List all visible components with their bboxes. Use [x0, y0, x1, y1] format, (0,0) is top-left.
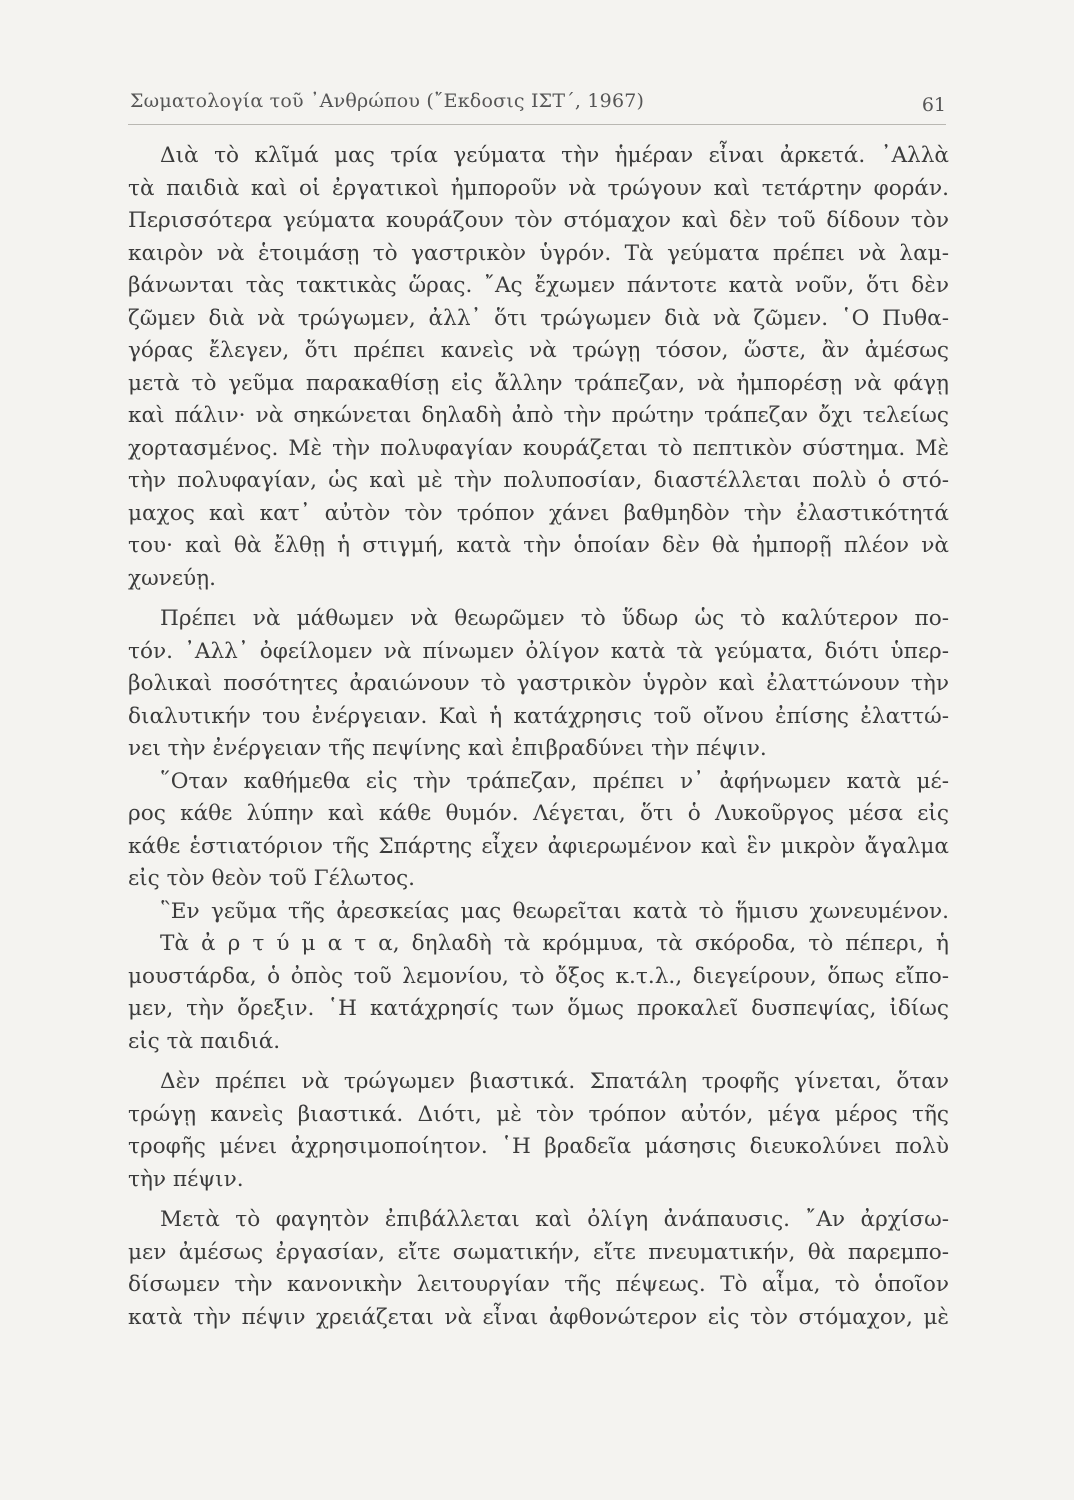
- text-line: Μετὰ τὸ φαγητὸν ἐπιβάλλεται καὶ ὀλίγη ἀνάπαυσις. ῎Αν ἀρχίσω-: [160, 1207, 949, 1232]
- text-line: μαχος καὶ κατ᾽ αὐτὸν τὸν τρόπον χάνει βαθμηδὸν τὴν ἐλαστικότητά: [128, 500, 949, 526]
- text-line: ζῶμεν διὰ νὰ τρώγωμεν, ἀλλ᾽ ὅτι τρώγωμεν διὰ νὰ ζῶμεν. ῾Ο Πυθα-: [128, 305, 949, 331]
- text-line: Διὰ τὸ κλῖμά μας τρία γεύματα τὴν ἡμέραν εἶναι ἀρκετά. ᾽Αλλὰ: [160, 143, 949, 168]
- text-line: τὰ παιδιὰ καὶ οἱ ἐργατικοὶ ἠμποροῦν νὰ τρώγουν καὶ τετάρτην φοράν.: [128, 175, 949, 201]
- running-header-title: Σωματολογία τοῦ ᾿Ανθρώπου (῎Εκδοσις ΙΣΤ΄, 1967): [130, 90, 645, 112]
- text-line: Δὲν πρέπει νὰ τρώγωμεν βιαστικά. Σπατάλη τροφῆς γίνεται, ὅταν: [160, 1069, 949, 1094]
- text-line: μετὰ τὸ γεῦμα παρακαθίσῃ εἰς ἄλλην τράπεζαν, νὰ ἠμπορέσῃ νὰ φάγῃ: [128, 370, 949, 396]
- text-line: εἰς τὸν θεὸν τοῦ Γέλωτος.: [128, 866, 416, 891]
- text-line: καὶ πάλιν· νὰ σηκώνεται δηλαδὴ ἀπὸ τὴν πρώτην τράπεζαν ὄχι τελείως: [128, 403, 949, 428]
- page-number: 61: [921, 94, 946, 116]
- text-line: κάθε ἑστιατόριον τῆς Σπάρτης εἶχεν ἀφιερωμένον καὶ ἓν μικρὸν ἄγαλμα: [128, 833, 949, 859]
- text-line: του· καὶ θὰ ἔλθῃ ἡ στιγμή, κατὰ τὴν ὁποίαν δὲν θὰ ἠμπορῇ πλέον νὰ: [128, 533, 949, 558]
- text-line: ρος κάθε λύπην καὶ κάθε θυμόν. Λέγεται, ὅτι ὁ Λυκοῦργος μέσα εἰς: [128, 801, 949, 826]
- text-line: τόν. ᾽Αλλ᾽ ὀφείλομεν νὰ πίνωμεν ὀλίγον κατὰ τὰ γεύματα, διότι ὑπερ-: [128, 638, 949, 664]
- text-line: κατὰ τὴν πέψιν χρειάζεται νὰ εἶναι ἀφθονώτερον εἰς τὸν στόμαχον, μὲ: [128, 1304, 949, 1330]
- text-line: εἰς τὰ παιδιά.: [128, 1028, 281, 1054]
- text-line: μεν, τὴν ὄρεξιν. ῾Η κατάχρησίς των ὅμως προκαλεῖ δυσπεψίας, ἰδίως: [128, 996, 949, 1021]
- text-line: ῝Εν γεῦμα τῆς ἀρεσκείας μας θεωρεῖται κατὰ τὸ ἥμισυ χωνευμένον.: [160, 898, 949, 924]
- text-line: Πρέπει νὰ μάθωμεν νὰ θεωρῶμεν τὸ ὕδωρ ὡς τὸ καλύτερον πο-: [160, 606, 949, 631]
- text-line: καιρὸν νὰ ἑτοιμάσῃ τὸ γαστρικὸν ὑγρόν. Τὰ γεύματα πρέπει νὰ λαμ-: [128, 240, 949, 266]
- body-text: [128, 140, 949, 1334]
- text-line: ῞Οταν καθήμεθα εἰς τὴν τράπεζαν, πρέπει ν᾽ ἀφήνωμεν κατὰ μέ-: [160, 768, 949, 794]
- text-line: δίσωμεν τὴν κανονικὴν λειτουργίαν τῆς πέψεως. Τὸ αἷμα, τὸ ὁποῖον: [128, 1272, 949, 1297]
- text-line: διαλυτικήν του ἐνέργειαν. Καὶ ἡ κατάχρησις τοῦ οἴνου ἐπίσης ἐλαττώ-: [128, 703, 949, 729]
- text-line: μουστάρδα, ὁ ὀπὸς τοῦ λεμονίου, τὸ ὄξος κ.τ.λ., διεγείρουν, ὅπως εἴπο-: [128, 963, 949, 989]
- text-line: τρώγῃ κανεὶς βιαστικά. Διότι, μὲ τὸν τρόπον αὐτόν, μέγα μέρος τῆς: [128, 1101, 949, 1127]
- text-line: μεν ἀμέσως ἐργασίαν, εἴτε σωματικήν, εἴτε πνευματικήν, θὰ παρεμπο-: [128, 1239, 949, 1265]
- text-line: γόρας ἔλεγεν, ὅτι πρέπει κανεὶς νὰ τρώγῃ τόσον, ὥστε, ἂν ἀμέσως: [128, 338, 949, 363]
- text-line: τὴν πέψιν.: [128, 1166, 244, 1192]
- text-line: βολικαὶ ποσότητες ἀραιώνουν τὸ γαστρικὸν ὑγρὸν καὶ ἐλαττώνουν τὴν: [128, 671, 949, 696]
- text-line: βάνωνται τὰς τακτικὰς ὥρας. ῎Ας ἔχωμεν πάντοτε κατὰ νοῦν, ὅτι δὲν: [128, 273, 949, 298]
- text-line: χορτασμένος. Μὲ τὴν πολυφαγίαν κουράζεται τὸ πεπτικὸν σύστημα. Μὲ: [128, 435, 949, 461]
- running-header: [128, 84, 946, 125]
- text-line: τὴν πολυφαγίαν, ὡς καὶ μὲ τὴν πολυποσίαν, διαστέλλεται πολὺ ὁ στό-: [128, 468, 949, 493]
- text-line: τροφῆς μένει ἀχρησιμοποίητον. ῾Η βραδεῖα μάσησις διευκολύνει πολὺ: [128, 1134, 949, 1159]
- text-line: χωνεύῃ.: [128, 565, 216, 591]
- text-line: νει τὴν ἐνέργειαν τῆς πεψίνης καὶ ἐπιβραδύνει τὴν πέψιν.: [128, 736, 767, 761]
- text-line: Περισσότερα γεύματα κουράζουν τὸν στόμαχον καὶ δὲν τοῦ δίδουν τὸν: [128, 208, 949, 233]
- text-line: Τὰ ἀ ρ τ ύ μ α τ α, δηλαδὴ τὰ κρόμμυα, τὰ σκόροδα, τὸ πέπερι, ἡ: [160, 931, 949, 956]
